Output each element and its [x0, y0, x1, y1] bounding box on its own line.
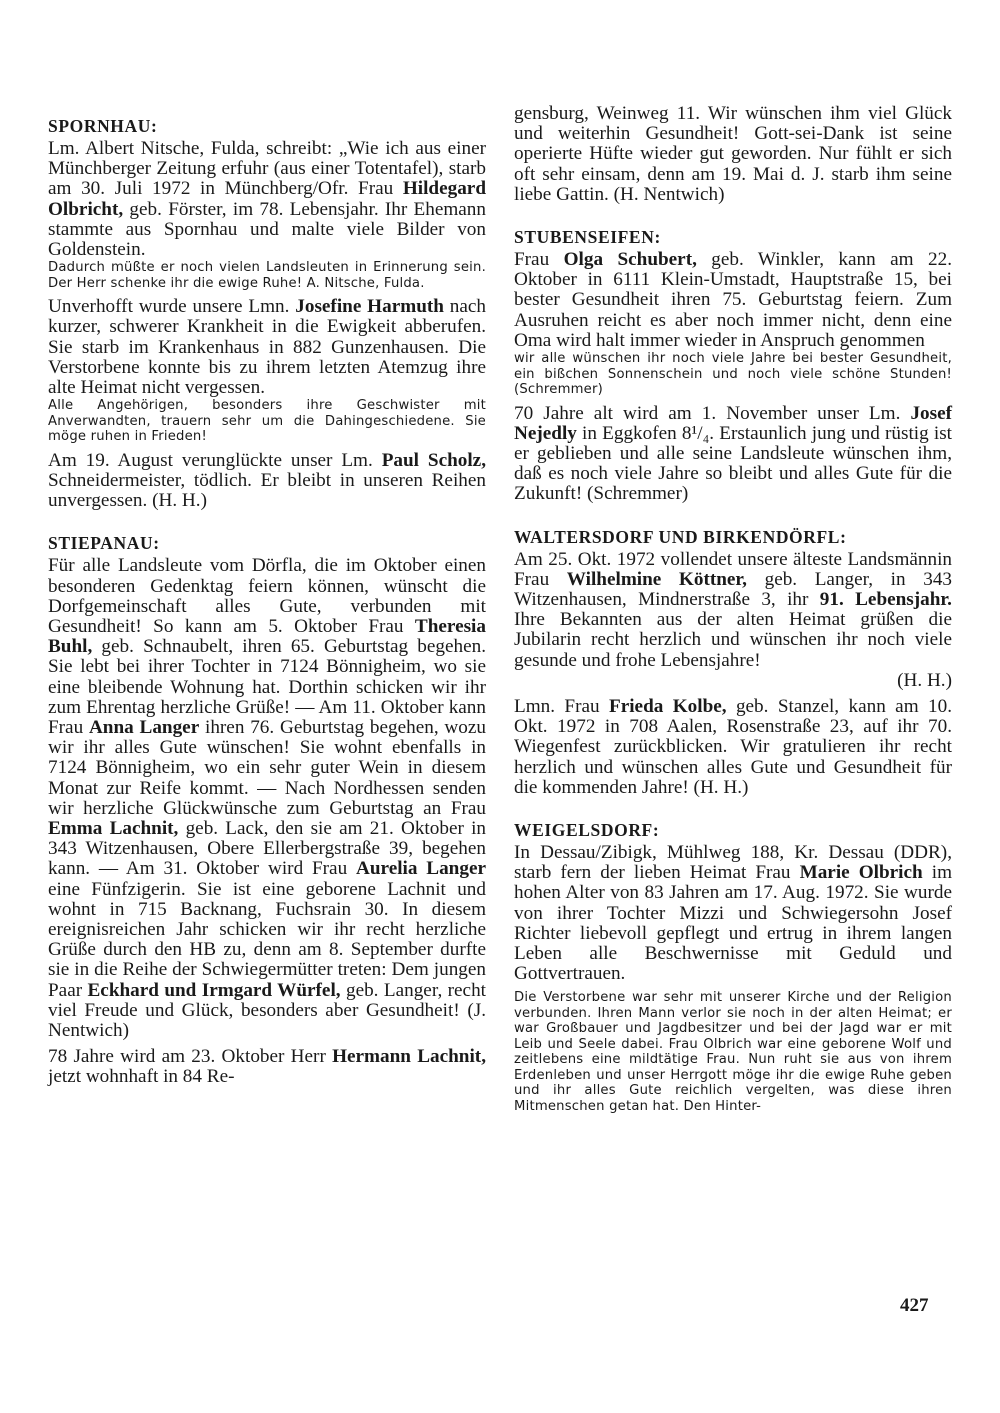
paragraph-nitsche-report: Lm. Albert Nitsche, Fulda, schreibt: „Wie ich aus einer Münchberger Zeitung erfuhr (aus einer Totentafel), starb am 30. Juli 1972 in Münchberg/Ofr. Frau Hildegard Olbricht, geb. Förster, im 78. Lebensjahr. Ihr Ehemann stammte aus Spornhau und malte viele Bilder von Goldenstein. — [48, 138, 486, 261]
person-name: Hildegard Olbricht, — [48, 178, 486, 220]
person-name: Olga Schubert, — [563, 249, 697, 271]
person-name: Josefine Harmuth — [295, 296, 444, 318]
paragraph-scholz: Am 19. August verunglückte unser Lm. Paul Scholz, Schneidermeister, tödlich. Er bleibt in unseren Reihen unvergessen. (H. H.) — [48, 449, 486, 512]
paragraph-schubert: Frau Olga Schubert, geb. Winkler, kann am 22. Oktober in 6111 Klein-Umstadt, Hauptstraße 15, bei bester Gesundheit ihren 75. Geburtstag feiern. Zum Ausruhen reicht es aber noch immer nicht, denn eine Oma wird halt immer wieder in Anspruch genommen — [514, 249, 952, 351]
age-highlight: 91. Lebensjahr. — [819, 588, 952, 610]
paragraph-stiepanau-birthdays: Für alle Landsleute vom Dörfla, die im Oktober einen besonderen Gedenktag feiern können, wünscht die Dorfgemeinschaft alles Gute, verbunden mit Gesundheit! So kann am 5. Oktober Frau Theresia Buhl, geb. Schnaubelt, ihren 65. Geburtstag begehen. Sie lebt bei ihrer Tochter in 7124 Bönnigheim, wo sie eine bleibende Wohnung hat. Dorthin schicken wir ihr zum Ehrentag herzliche Grüße! — Am 11. Oktober kann Frau Anna Langer ihren 76. Geburtstag begehen, wozu wir ihr alles Gute wünschen! Sie wohnt ebenfalls in 7124 Bönnigheim, wo ein sehr guter Wein in diesem Monat zur Reife kommt. — Nach Nordhessen senden wir herzliche Glückwünsche zum Geburtstag an Frau Emma Lachnit, geb. Lack, den sie am 21. Oktober in 343 Witzenhausen, Obere Ellerbergstraße 39, begehen kann. — Am 31. Oktober wird Frau Aurelia Langer eine Fünfzigerin. Sie ist eine geborene Lachnit und wohnt in 715 Backnang, Fuchsrain 30. In diesem ereignisreichen Jahr schicken wir ihr recht herzliche Grüße durch den HB zu, denn am 8. September durfte sie in die Reihe der Schwiegermütter treten: Dem jungen Paar Eckhard und Irmgard Würfel, geb. Langer, recht viel Freude und Glück, besonders aber Gesundheit! (J. Nentwich) — [48, 555, 486, 1042]
section-heading-stubenseifen: STUBENSEIFEN: — [514, 227, 661, 248]
page-number: 427 — [900, 1295, 929, 1316]
paragraph-olbrich: In Dessau/Zibigk, Mühlweg 188, Kr. Dessau (DDR), starb fern der lieben Heimat Frau Marie Olbrich im hohen Alter von 83 Jahren am 17. Aug. 1972. Sie wurde von ihrer Tochter Mizzi und Schwiegersohn Josef Richter liebevoll gepflegt und ertrug in ihrem langen Leben alle Beschwernisse mit Geduld und Gottvertrauen. — [514, 841, 953, 985]
right-column — [514, 104, 952, 1120]
person-name: Josef Nejedly — [514, 402, 952, 444]
section-heading-weigelsdorf: WEIGELSDORF: — [514, 819, 660, 840]
person-name: Hermann Lachnit, — [332, 1046, 486, 1068]
person-name: Eckhard und Irmgard Würfel, — [87, 979, 341, 1001]
person-name: Emma Lachnit, — [48, 817, 179, 839]
paragraph-kolbe: Lmn. Frau Frieda Kolbe, geb. Stanzel, kann am 10. Okt. 1972 in 708 Aalen, Rosenstraße 23, auf ihr 70. Wiegenfest zurückblicken. Wir gratulieren ihr recht herzlich und wünschen alles Gute und Gesundheit für die kommenden Jahre! (H. H.) — [514, 695, 952, 798]
person-name: Theresia Buhl, — [48, 615, 486, 658]
person-name: Paul Scholz, — [381, 449, 486, 471]
section-heading-spornhau: SPORNHAU: — [48, 116, 158, 136]
small-note-olbrich: Die Verstorbene war sehr mit unserer Kirche und der Religion verbunden. Ihren Mann verlor sie noch in der alten Heimat; er war Großbauer und Jagdbesitzer und bei der Jagd war er mit Leib und Seele dabei. Frau Olbrich war eine geborene Wolf und zeitlebens eine mildtätige Frau. Nun ruht sie aus von ihrem Erdenleben und unser Herrgott möge ihr die ewige Ruhe geben und ihr alles Gute reichlich vergelten, was diese ihren Mitmenschen getan hat. Den Hinter- — [514, 990, 952, 1114]
paragraph-nejedly: 70 Jahre alt wird am 1. November unser Lm. Josef Nejedly in Eggkofen 8¹/₄. Erstaunlich jung und rüstig ist er geblieben und alle seine Landsleute wünschen ihm, daß es noch viele Jahre so bleibt und alles Gute für die Zukunft! (Schremmer) — [514, 402, 952, 505]
small-note-harmuth: Alle Angehörigen, besonders ihre Geschwister mit Anverwandten, trauern sehr um die Dahingeschiedene. Sie möge ruhen in Frieden! — [48, 398, 486, 445]
small-note-schubert: wir alle wünschen ihr noch viele Jahre bei bester Gesundheit, ein bißchen Sonnenschein und noch viele schöne Stunden! (Schremmer) — [514, 351, 952, 398]
paragraph-harmuth: Unverhofft wurde unsere Lmn. Josefine Harmuth nach kurzer, schwerer Krankheit in die Ewigkeit abberufen. Sie starb im Krankenhaus in 882 Gunzenhausen. Die Verstorbene konnte bis zu ihrem letzten Atemzug ihre alte Heimat nicht vergessen. — [48, 296, 486, 399]
person-name: Marie Olbrich — [799, 862, 923, 884]
section-heading-waltersdorf: WALTERSDORF UND BIRKENDÖRFL: — [514, 526, 847, 547]
left-column — [48, 108, 486, 1094]
person-name: Anna Langer — [88, 716, 200, 738]
person-name: Aurelia Langer — [356, 858, 486, 880]
small-note-nitsche: Dadurch müßte er noch vielen Landsleuten in Erinnerung sein. Der Herr schenke ihr die ewige Ruhe! A. Nitsche, Fulda. — [48, 260, 486, 291]
signature-hh: (H. H.) — [897, 669, 952, 691]
paragraph-koettner: Am 25. Okt. 1972 vollendet unsere älteste Landsmännin Frau Wilhelmine Köttner, geb. Langer, in 343 Witzenhausen, Mindnerstraße 3, ihr 91. Lebensjahr. Ihre Bekannten aus der alten Heimat grüßen die Jubilarin recht herzlich und wünschen ihr noch viele gesunde und frohe Lebensjahre! — [514, 548, 953, 671]
person-name: Frieda Kolbe, — [608, 695, 727, 717]
section-heading-stiepanau: STIEPANAU: — [48, 533, 160, 554]
person-name: Wilhelmine Köttner, — [566, 568, 747, 590]
paragraph-lachnit: 78 Jahre wird am 23. Oktober Herr Hermann Lachnit, jetzt wohnhaft in 84 Re- — [48, 1046, 486, 1088]
paragraph-lachnit-continued: gensburg, Weinweg 11. Wir wünschen ihm viel Glück und weiterhin Gesundheit! Gott-sei-Dank ist seine operierte Hüfte wieder gut geworden. Nur fühlt er sich oft sehr einsam, denn am 19. Mai d. J. starb ihm seine liebe Gattin. (H. Nentwich) — [514, 103, 952, 205]
